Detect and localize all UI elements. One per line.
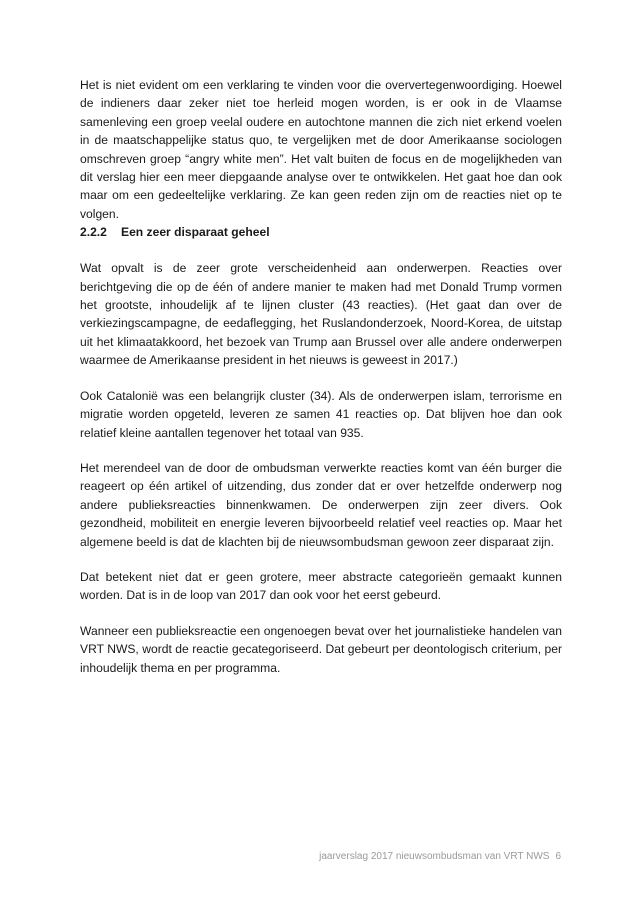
section-number: 2.2.2 bbox=[80, 225, 107, 240]
paragraph-trump-cluster: Wat opvalt is de zeer grote verscheidenheid aan onderwerpen. Reacties over berichtgeving die op de één of andere manier te maken had met Donald Trump vormen het grootste, inhoudelijk af te lijnen cluster (43 reacties). (Het gaat dan over de verkiezingscampagne, de eedaflegging, het Ruslandonderzoek, Noord-Korea, de uitstap uit het klimaatakkoord, het bezoek van Trump aan Brussel over alle andere onderwerpen waarmee de Amerikaanse president in het nieuws is geweest in 2017.) bbox=[80, 261, 562, 368]
paragraph-merendeel: Het merendeel van de door de ombudsman verwerkte reacties komt van één burger die reageert op één artikel of uitzending, dus zonder dat er over hetzelfde onderwerp nog andere publieksreacties binnenkwamen. De onderwerpen zijn zeer divers. Ook gezondheid, mobiliteit en energie leveren bijvoorbeeld relatief veel reacties op. Maar het algemene beeld is dat de klachten bij de nieuwsombudsman gewoon zeer disparaat zijn. bbox=[80, 460, 562, 549]
page-footer bbox=[319, 851, 561, 862]
page-number: 6 bbox=[555, 851, 561, 862]
page-content bbox=[80, 76, 562, 677]
paragraph-categorieen: Dat betekent niet dat er geen grotere, meer abstracte categorieën gemaakt kunnen worden. Dat is in de loop van 2017 dan ook voor het eerst gebeurd. bbox=[80, 569, 562, 603]
paragraph-publieksreactie: Wanneer een publieksreactie een ongenoegen bevat over het journalistieke handelen van VRT NWS, wordt de reactie gecategoriseerd. Dat gebeurt per deontologisch criterium, per inhoudelijk thema en per programma. bbox=[80, 623, 562, 675]
intro-paragraph: Het is niet evident om een verklaring te vinden voor die oververtegenwoordiging. Hoewel de indieners daar zeker niet toe herleid mogen worden, is er ook in de Vlaamse samenleving een groep veelal oudere en autochtone mannen die zich niet erkend voelen in de maatschappelijke status quo, te vergelijken met de door Amerikaanse sociologen omschreven groep “angry white men”. Het valt buiten de focus en de mogelijkheden van dit verslag hier een meer diepgaande analyse over te ontwikkelen. Het gaat hoe dan ook maar om een gedeeltelijke verklaring. Ze kan geen reden zijn om de reacties niet op te volgen. bbox=[80, 78, 562, 221]
section-heading bbox=[80, 223, 562, 241]
paragraph-catalonie-cluster: Ook Catalonië was een belangrijk cluster (34). Als de onderwerpen islam, terrorisme en migratie worden opgeteld, leveren ze samen 41 reacties op. Dat blijven hoe dan ook relatief kleine aantallen tegenover het totaal van 935. bbox=[80, 388, 562, 440]
section-title: Een zeer disparaat geheel bbox=[121, 225, 270, 240]
footer-text: jaarverslag 2017 nieuwsombudsman van VRT NWS bbox=[319, 851, 550, 862]
